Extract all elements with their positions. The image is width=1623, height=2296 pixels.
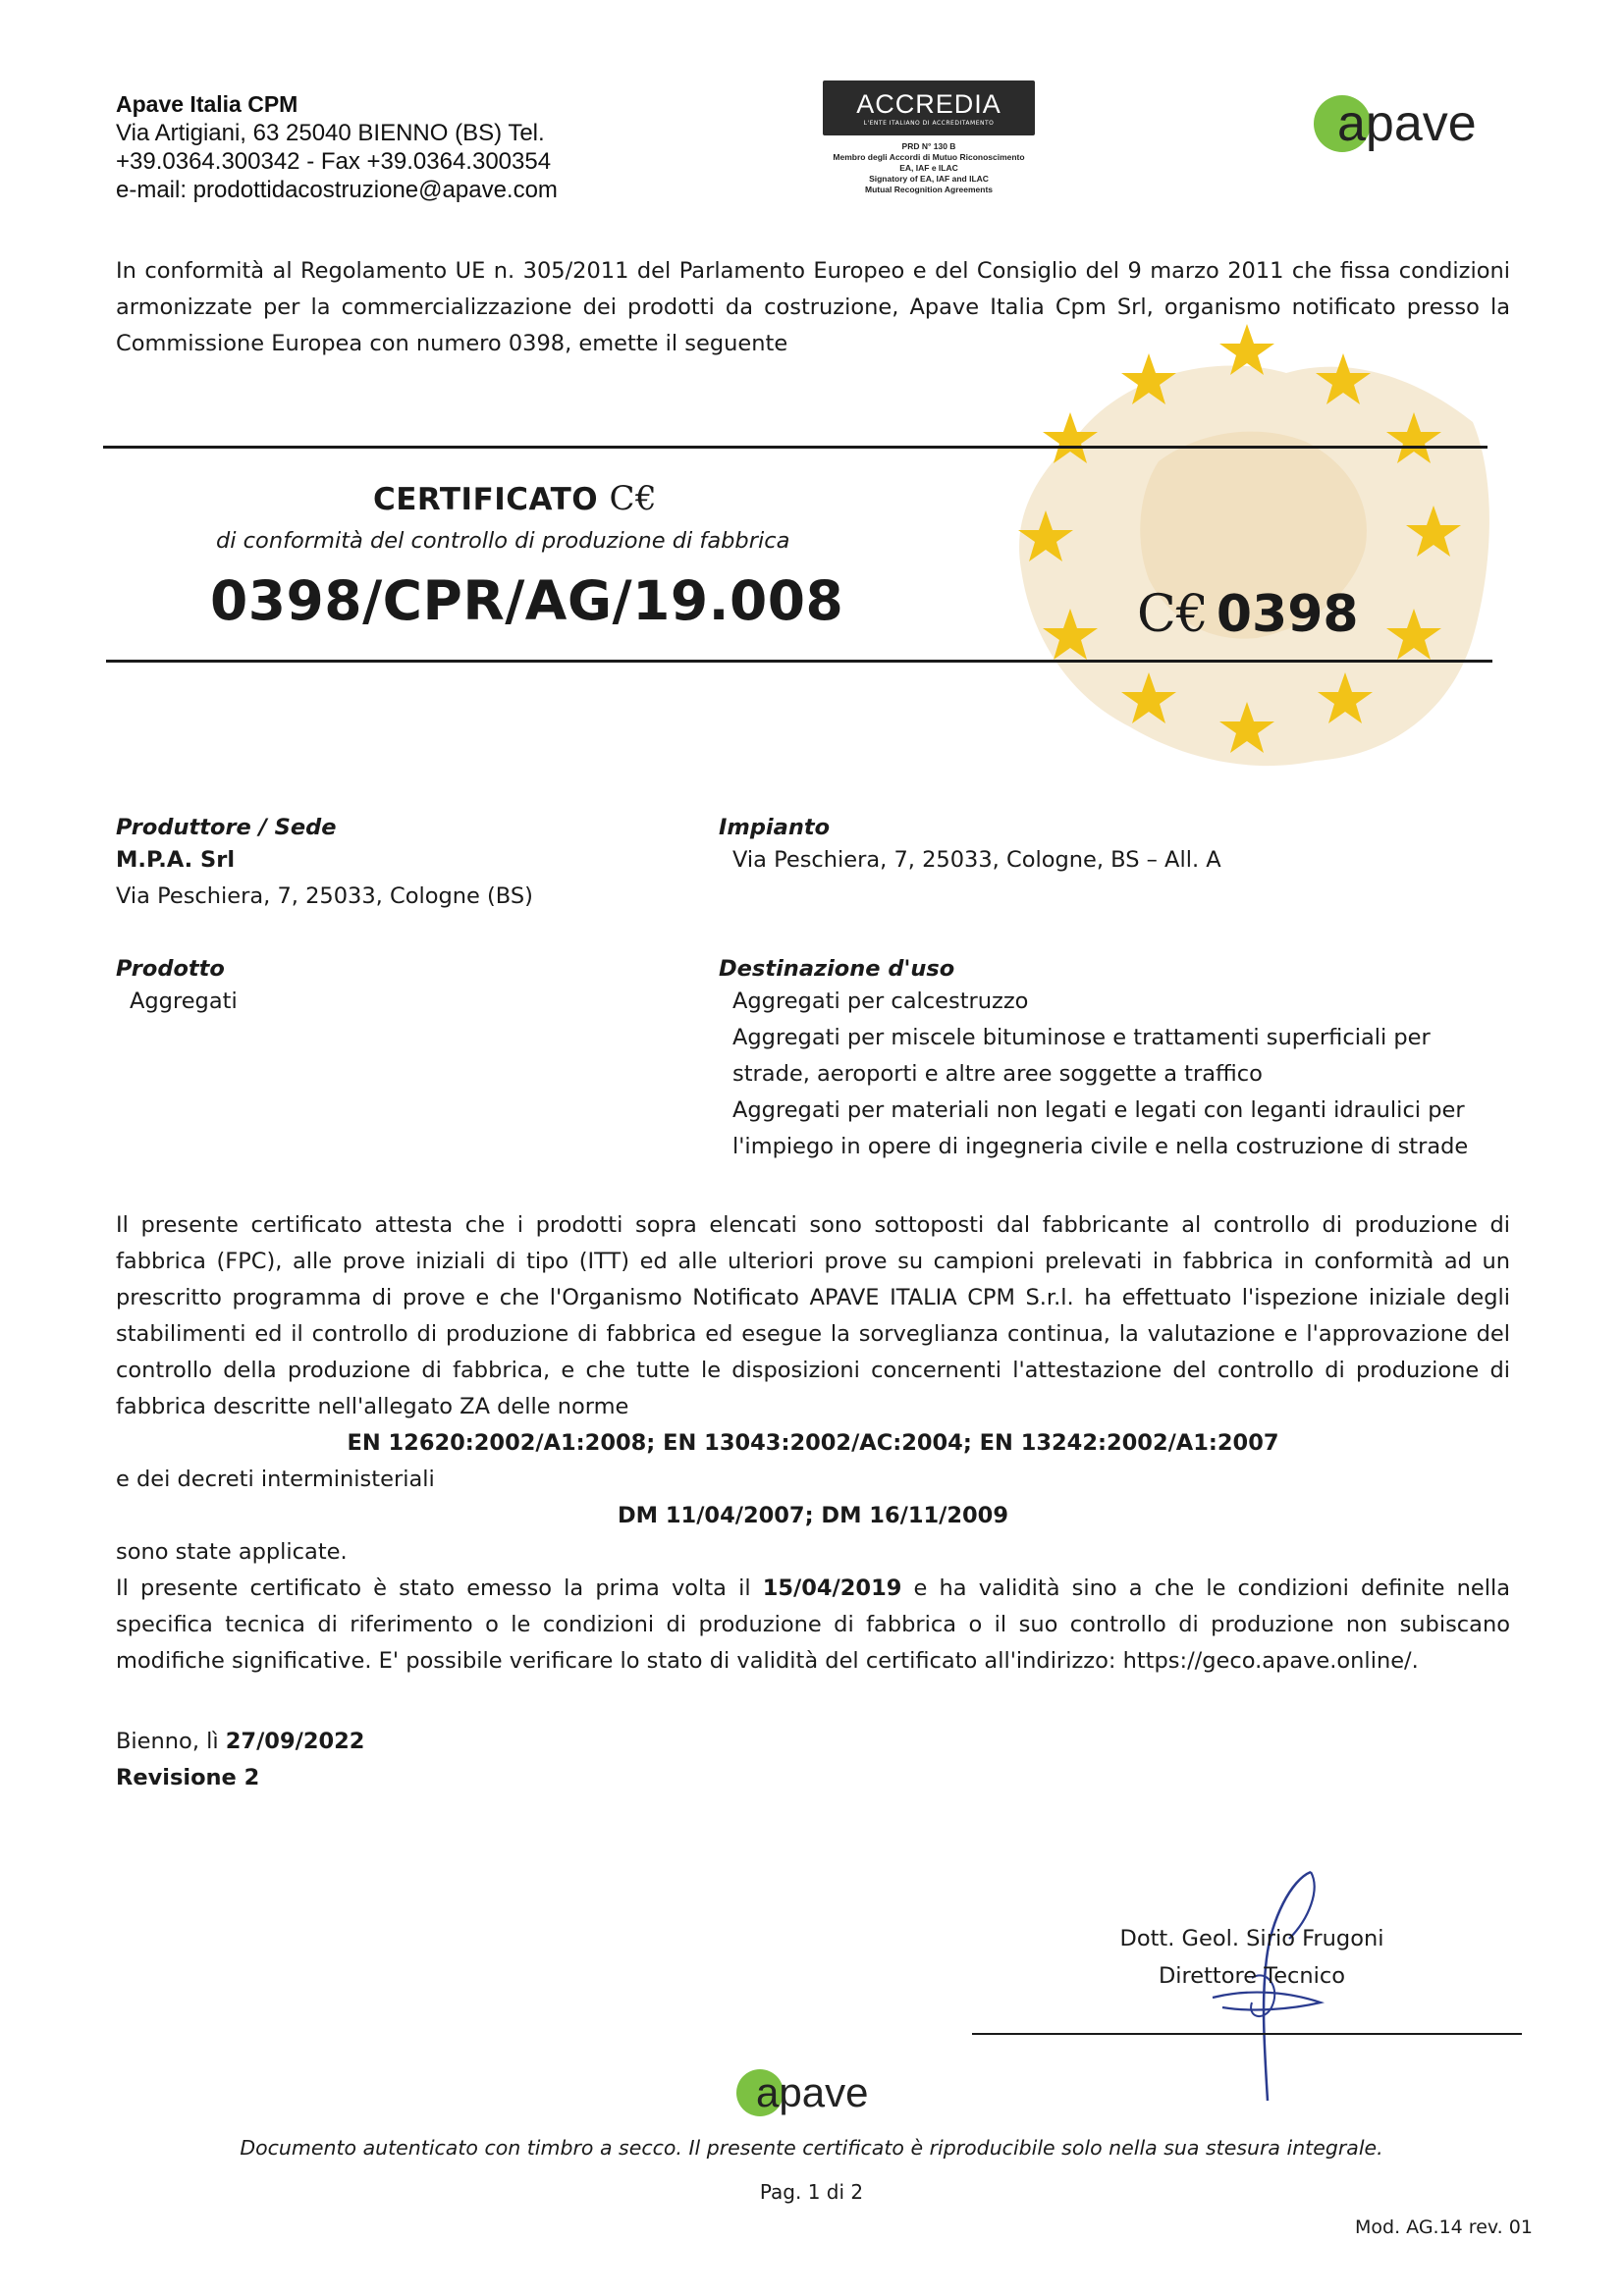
intended-use-line: strade, aeroporti e altre aree soggette a traffico xyxy=(732,1061,1263,1087)
intended-use-list xyxy=(732,984,1468,1165)
certificate-number: 0398/CPR/AG/19.008 xyxy=(210,569,844,632)
intended-use-section xyxy=(719,956,1468,1165)
apave-logo-footer xyxy=(736,2069,868,2116)
validity-text-a: Il presente certificato è stato emesso la prima volta il xyxy=(116,1575,763,1601)
producer-address: Via Peschiera, 7, 25033, Cologne (BS) xyxy=(116,883,533,909)
logo-wordmark: apave xyxy=(756,2069,869,2115)
ce-mark-large-icon: C€ xyxy=(1137,585,1209,644)
divider-top xyxy=(103,446,1488,449)
divider-bottom xyxy=(106,660,1492,663)
intended-use-line: l'impiego in opere di ingegneria civile e nella costruzione di strade xyxy=(732,1134,1469,1159)
place-date-block xyxy=(116,1724,364,1796)
ce-mark-icon: C€ xyxy=(609,479,658,518)
producer-name: M.P.A. Srl xyxy=(116,847,236,873)
first-issue-date: 15/04/2019 xyxy=(762,1575,902,1601)
plant-section xyxy=(719,815,1221,879)
logo-wordmark: apave xyxy=(1337,95,1477,152)
apave-logo-header xyxy=(1314,94,1477,153)
decrees-intro: e dei decreti interministeriali xyxy=(116,1467,435,1492)
product-section xyxy=(116,956,238,1020)
producer-section xyxy=(116,815,533,915)
intended-use-line: Aggregati per calcestruzzo xyxy=(732,988,1029,1014)
accredia-line: PRD N° 130 B xyxy=(901,141,956,151)
certificate-subtitle: di conformità del controllo di produzione di fabbrica xyxy=(216,528,790,554)
norms-list: EN 12620:2002/A1:2008; EN 13043:2002/AC:2004; EN 13242:2002/A1:2007 xyxy=(347,1430,1279,1456)
accredia-tagline: L'ENTE ITALIANO DI ACCREDITAMENTO xyxy=(863,119,995,127)
product-value: Aggregati xyxy=(130,988,238,1014)
accredia-line: EA, IAF e ILAC xyxy=(899,163,958,173)
plant-address: Via Peschiera, 7, 25033, Cologne, BS – All. A xyxy=(732,847,1221,873)
notified-body-number: 0398 xyxy=(1216,585,1359,644)
applied-text: sono state applicate. xyxy=(116,1539,348,1565)
place-prefix: Bienno, lì xyxy=(116,1729,226,1754)
product-label: Prodotto xyxy=(116,956,225,982)
footer-note: Documento autenticato con timbro a secco. Il presente certificato è riproducibile solo nella sua stesura integrale. xyxy=(240,2136,1383,2160)
certificate-body xyxy=(116,1207,1510,1680)
producer-label: Produttore / Sede xyxy=(116,815,337,840)
model-revision: Mod. AG.14 rev. 01 xyxy=(1355,2216,1533,2238)
issuer-phone-fax: +39.0364.300342 - Fax +39.0364.300354 xyxy=(116,148,552,175)
issuer-name: Apave Italia CPM xyxy=(116,91,298,117)
signatory-role: Direttore Tecnico xyxy=(1158,1963,1346,1989)
accredia-badge xyxy=(823,80,1035,195)
revision: Revisione 2 xyxy=(116,1765,260,1790)
issue-date: 27/09/2022 xyxy=(225,1729,365,1754)
place-date xyxy=(116,1724,364,1760)
intended-use-line: Aggregati per miscele bituminose e trattamenti superficiali per xyxy=(732,1025,1431,1050)
issuer-email: e-mail: prodottidacostruzione@apave.com xyxy=(116,177,558,203)
accredia-line: Membro degli Accordi di Mutuo Riconoscimento xyxy=(833,152,1025,162)
signature-line xyxy=(972,2033,1522,2035)
certificate-title-text: CERTIFICATO xyxy=(373,482,599,517)
validity-text-b: e ha validità sino a che le condizioni definite nella specifica tecnica di riferimento o le condizioni di produzione di fabbrica o il suo controllo di produzione non subiscano modifiche significative. E' possibile verificare lo stato di validità del certificato all'indirizzo: https://geco.apave.online/. xyxy=(116,1575,1510,1674)
plant-label: Impianto xyxy=(719,815,831,840)
ce-notified-body xyxy=(1137,585,1359,644)
signatory-name: Dott. Geol. Sirio Frugoni xyxy=(1119,1926,1384,1951)
intro-paragraph: In conformità al Regolamento UE n. 305/2011 del Parlamento Europeo e del Consiglio del 9 marzo 2011 che fissa condizioni armonizzate per la commercializzazione dei prodotti da costruzione, Apave Italia Cpm Srl, organismo notificato presso la Commissione Europea con numero 0398, emette il seguente xyxy=(116,258,1510,356)
accredia-line: Mutual Recognition Agreements xyxy=(864,185,994,194)
accredia-line: Signatory of EA, IAF and ILAC xyxy=(869,174,989,184)
accredia-brand: ACCREDIA xyxy=(856,88,1001,119)
accredia-logo xyxy=(823,80,1035,135)
page-number: Pag. 1 di 2 xyxy=(759,2180,864,2204)
signatory-block xyxy=(1109,1920,1394,1995)
attestation-paragraph: Il presente certificato attesta che i prodotti sopra elencati sono sottoposti dal fabbricante al controllo di produzione di fabbrica (FPC), alle prove iniziali di tipo (ITT) ed alle ulteriori prove su campioni prelevati in fabbrica in conformità ad un prescritto programma di prove e che l'Organismo Notificato APAVE ITALIA CPM S.r.l. ha effettuato l'ispezione iniziale degli stabilimenti ed il controllo di produzione di fabbrica ed esegue la sorveglianza continua, la valutazione e l'approvazione del controllo della produzione di fabbrica, e che tutte le disposizioni concernenti l'attestazione del controllo di produzione di fabbrica descritte nell'allegato ZA delle norme xyxy=(116,1212,1510,1419)
issuer-block xyxy=(116,90,558,204)
decrees-list: DM 11/04/2007; DM 16/11/2009 xyxy=(618,1503,1008,1528)
eu-stars-map-icon xyxy=(962,314,1512,805)
intended-use-line: Aggregati per materiali non legati e legati con leganti idraulici per xyxy=(732,1097,1465,1123)
accredia-details xyxy=(823,141,1035,195)
issuer-address: Via Artigiani, 63 25040 BIENNO (BS) Tel. xyxy=(116,120,545,146)
certificate-title xyxy=(373,479,657,518)
intended-use-label: Destinazione d'uso xyxy=(719,956,955,982)
validity-paragraph xyxy=(116,1571,1510,1680)
